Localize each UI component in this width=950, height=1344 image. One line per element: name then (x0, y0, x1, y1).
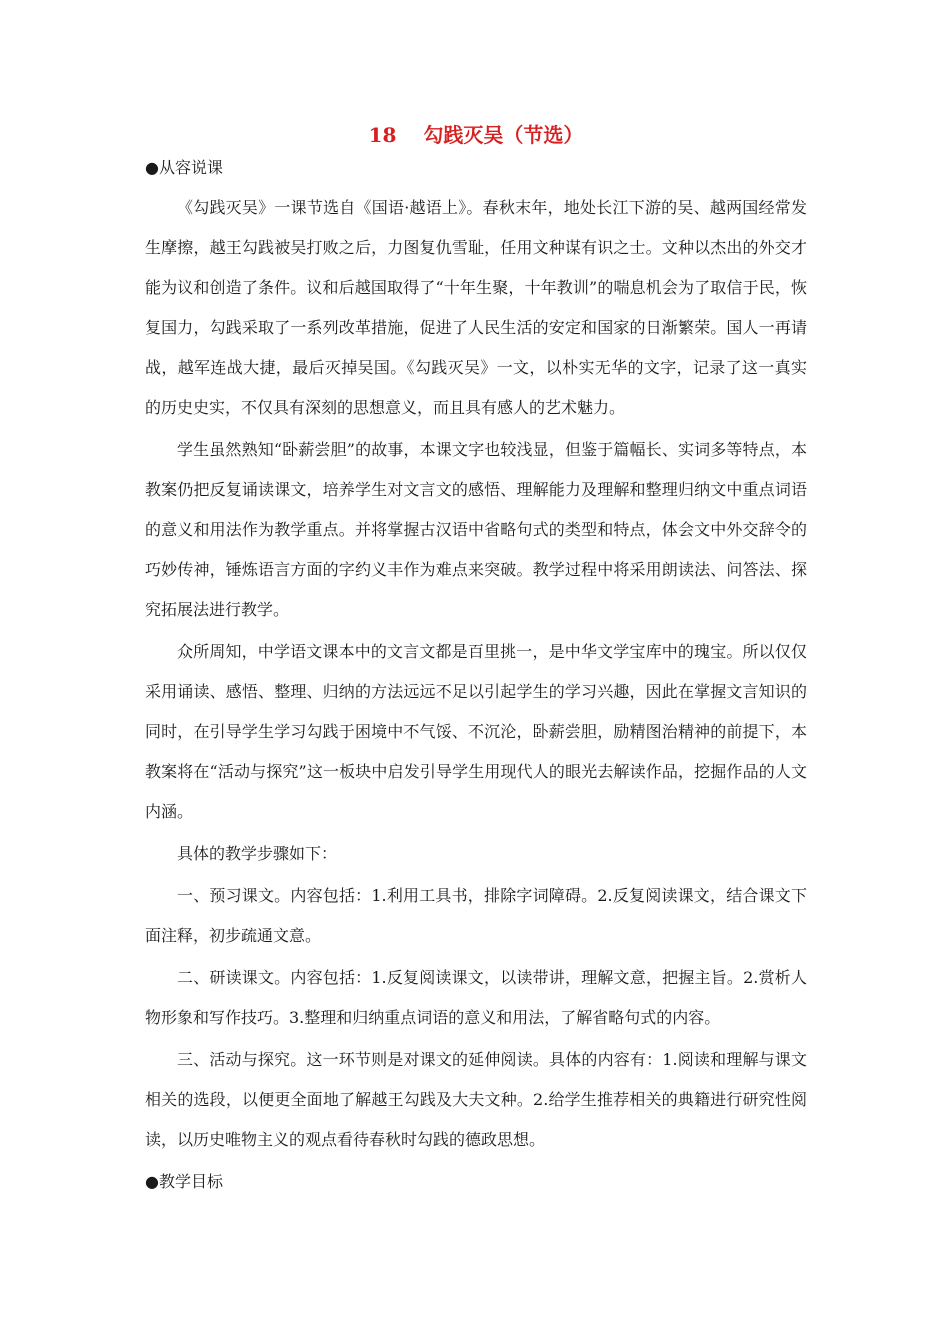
paragraph-steps-intro: 具体的教学步骤如下： (177, 844, 338, 863)
paragraph-motivation: 众所周知，中学语文课本中的文言文都是百里挑一，是中华文学宝库中的瑰宝。所以仅仅采用诵读、感悟、整理、归纳的方法远远不足以引起学生的学习兴趣，因此在掌握文言知识的同时，在引导学生学习勾践于困境中不气馁、不沉沦，卧薪尝胆，励精图治精神的前提下，本教案将在“活动与探究”这一板块中启发引导学生用现代人的眼光去解读作品，挖掘作品的人文内涵。 (145, 642, 807, 821)
paragraph-intro: 《勾践灭吴》一课节选自《国语·越语上》。春秋末年，地处长江下游的吴、越两国经常发生摩擦，越王勾践被吴打败之后，力图复仇雪耻，任用文种谋有识之士。文种以杰出的外交才能为议和创造了条件。议和后越国取得了“十年生聚，十年教训”的喘息机会为了取信于民，恢复国力，勾践采取了一系列改革措施，促进了人民生活的安定和国家的日渐繁荣。国人一再请战，越军连战大捷，最后灭掉吴国。《勾践灭吴》一文，以朴实无华的文字，记录了这一真实的历史史实，不仅具有深刻的思想意义，而且具有感人的艺术魅力。 (145, 198, 807, 417)
paragraph-step-three: 三、活动与探究。这一环节则是对课文的延伸阅读。具体的内容有：1.阅读和理解与课文相关的选段，以便更全面地了解越王勾践及大夫文种。2.给学生推荐相关的典籍进行研究性阅读，以历史唯物主义的观点看待春秋时勾践的德政思想。 (145, 1050, 807, 1149)
paragraph-step-two: 二、研读课文。内容包括：1.反复阅读课文，以读带讲，理解文意，把握主旨。2.赏析人物形象和写作技巧。3.整理和归纳重点词语的意义和用法，了解省略句式的内容。 (145, 968, 807, 1027)
section-heading-objectives: ●教学目标 (145, 1172, 223, 1191)
paragraph-teaching-focus: 学生虽然熟知“卧薪尝胆”的故事，本课文字也较浅显，但鉴于篇幅长、实词多等特点，本教案仍把反复诵读课文，培养学生对文言文的感悟、理解能力及理解和整理归纳文中重点词语的意义和用法作为教学重点。并将掌握古汉语中省略句式的类型和特点，体会文中外交辞令的巧妙传神，锤炼语言方面的字约义丰作为难点来突破。教学过程中将采用朗读法、问答法、探究拓展法进行教学。 (145, 440, 807, 619)
paragraph-step-one: 一、预习课文。内容包括：1.利用工具书，排除字词障碍。2.反复阅读课文，结合课文下面注释，初步疏通文意。 (145, 886, 807, 945)
document-page (145, 120, 807, 1202)
document-title: 18 勾践灭吴（节选） (368, 123, 584, 147)
section-heading-preparation: ●从容说课 (145, 158, 223, 177)
